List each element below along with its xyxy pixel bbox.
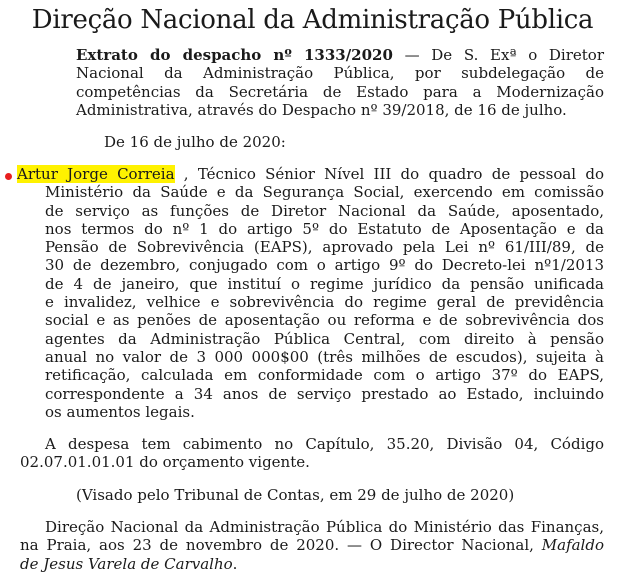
main-line: retificação, calculada em conformidade com o artigo 37º do EAPS, — [45, 366, 604, 385]
highlighted-person-name: Artur Jorge Correia — [17, 165, 175, 183]
main-line: social e as penões de aposentação ou reforma e de sobrevivência dos — [45, 311, 604, 330]
main-line: de 4 de janeiro, que instituí o regime jurídico da pensão unificada — [45, 274, 604, 293]
expense-paragraph-first-line — [45, 435, 604, 453]
date-line — [104, 133, 286, 151]
extract-continuation — [76, 64, 604, 119]
extract-line — [76, 46, 604, 64]
extract-paragraph — [76, 46, 604, 64]
extract-title: Extrato do despacho nº 1333/2020 — [76, 46, 393, 64]
document-heading: Direção Nacional da Administração Pública — [31, 5, 594, 35]
expense-paragraph — [20, 453, 310, 471]
closing-line: Direção Nacional da Administração Pública do Ministério das Finanças, — [45, 518, 604, 536]
main-line: os aumentos legais. — [45, 402, 195, 421]
visado-text: (Visado pelo Tribunal de Contas, em 29 de julho de 2020) — [76, 486, 515, 504]
signer-name-part1: Mafaldo — [541, 536, 604, 555]
main-line: de serviço as funções de Diretor Nacional da Saúde, aposentado, — [45, 201, 604, 220]
main-paragraph — [45, 183, 604, 421]
signer-name-part2: de Jesus Varela de Carvalho — [20, 554, 233, 573]
main-line: anual no valor de 3 000 000$00 (três milhões de escudos), sujeita à — [45, 347, 604, 366]
closing-paragraph — [20, 536, 604, 573]
main-line — [17, 165, 604, 183]
main-line: correspondente a 34 anos de serviço prestado ao Estado, incluindo — [45, 384, 604, 403]
main-line: nos termos do nº 1 do artigo 5º do Estatuto de Aposentação e da — [45, 219, 604, 238]
main-line: e invalidez, velhice e sobrevivência do regime geral de previdência — [45, 293, 604, 312]
closing-paragraph-first-line — [45, 518, 604, 536]
extract-line1-rest: — De S. Exª o Diretor — [392, 46, 604, 64]
main-line: 30 de dezembro, conjugado com o artigo 9º do Decreto-lei nº1/2013 — [45, 256, 604, 275]
main-paragraph-first-line — [17, 165, 604, 183]
closing-line — [20, 555, 604, 573]
extract-line: Nacional da Administração Pública, por subdelegação de — [76, 64, 604, 83]
main-line: Ministério da Saúde e da Segurança Social, exercendo em comissão — [45, 183, 604, 202]
main-line: Pensão de Sobrevivência (EAPS), aprovado pela Lei nº 61/III/89, de — [45, 238, 604, 257]
extract-line: competências da Secretária de Estado para a Modernização — [76, 82, 604, 101]
extract-line: Administrativa, através do Despacho nº 39/2018, de 16 de julho. — [76, 100, 567, 119]
main-line: agentes da Administração Pública Central, com direito à pensão — [45, 329, 604, 348]
closing-line3-suffix: . — [232, 554, 238, 573]
date-text: De 16 de julho de 2020: — [104, 133, 286, 151]
closing-line — [20, 536, 604, 554]
main-line1-rest: , Técnico Sénior Nível III do quadro de pessoal do — [174, 165, 604, 183]
expense-line: A despesa tem cabimento no Capítulo, 35.20, Divisão 04, Código — [45, 435, 604, 453]
expense-line: 02.07.01.01.01 do orçamento vigente. — [20, 453, 310, 472]
closing-line2-prefix: na Praia, aos 23 de novembro de 2020. — O Director Nacional, — [20, 536, 542, 555]
visado-line — [76, 486, 514, 504]
red-bullet-marker — [5, 173, 12, 180]
